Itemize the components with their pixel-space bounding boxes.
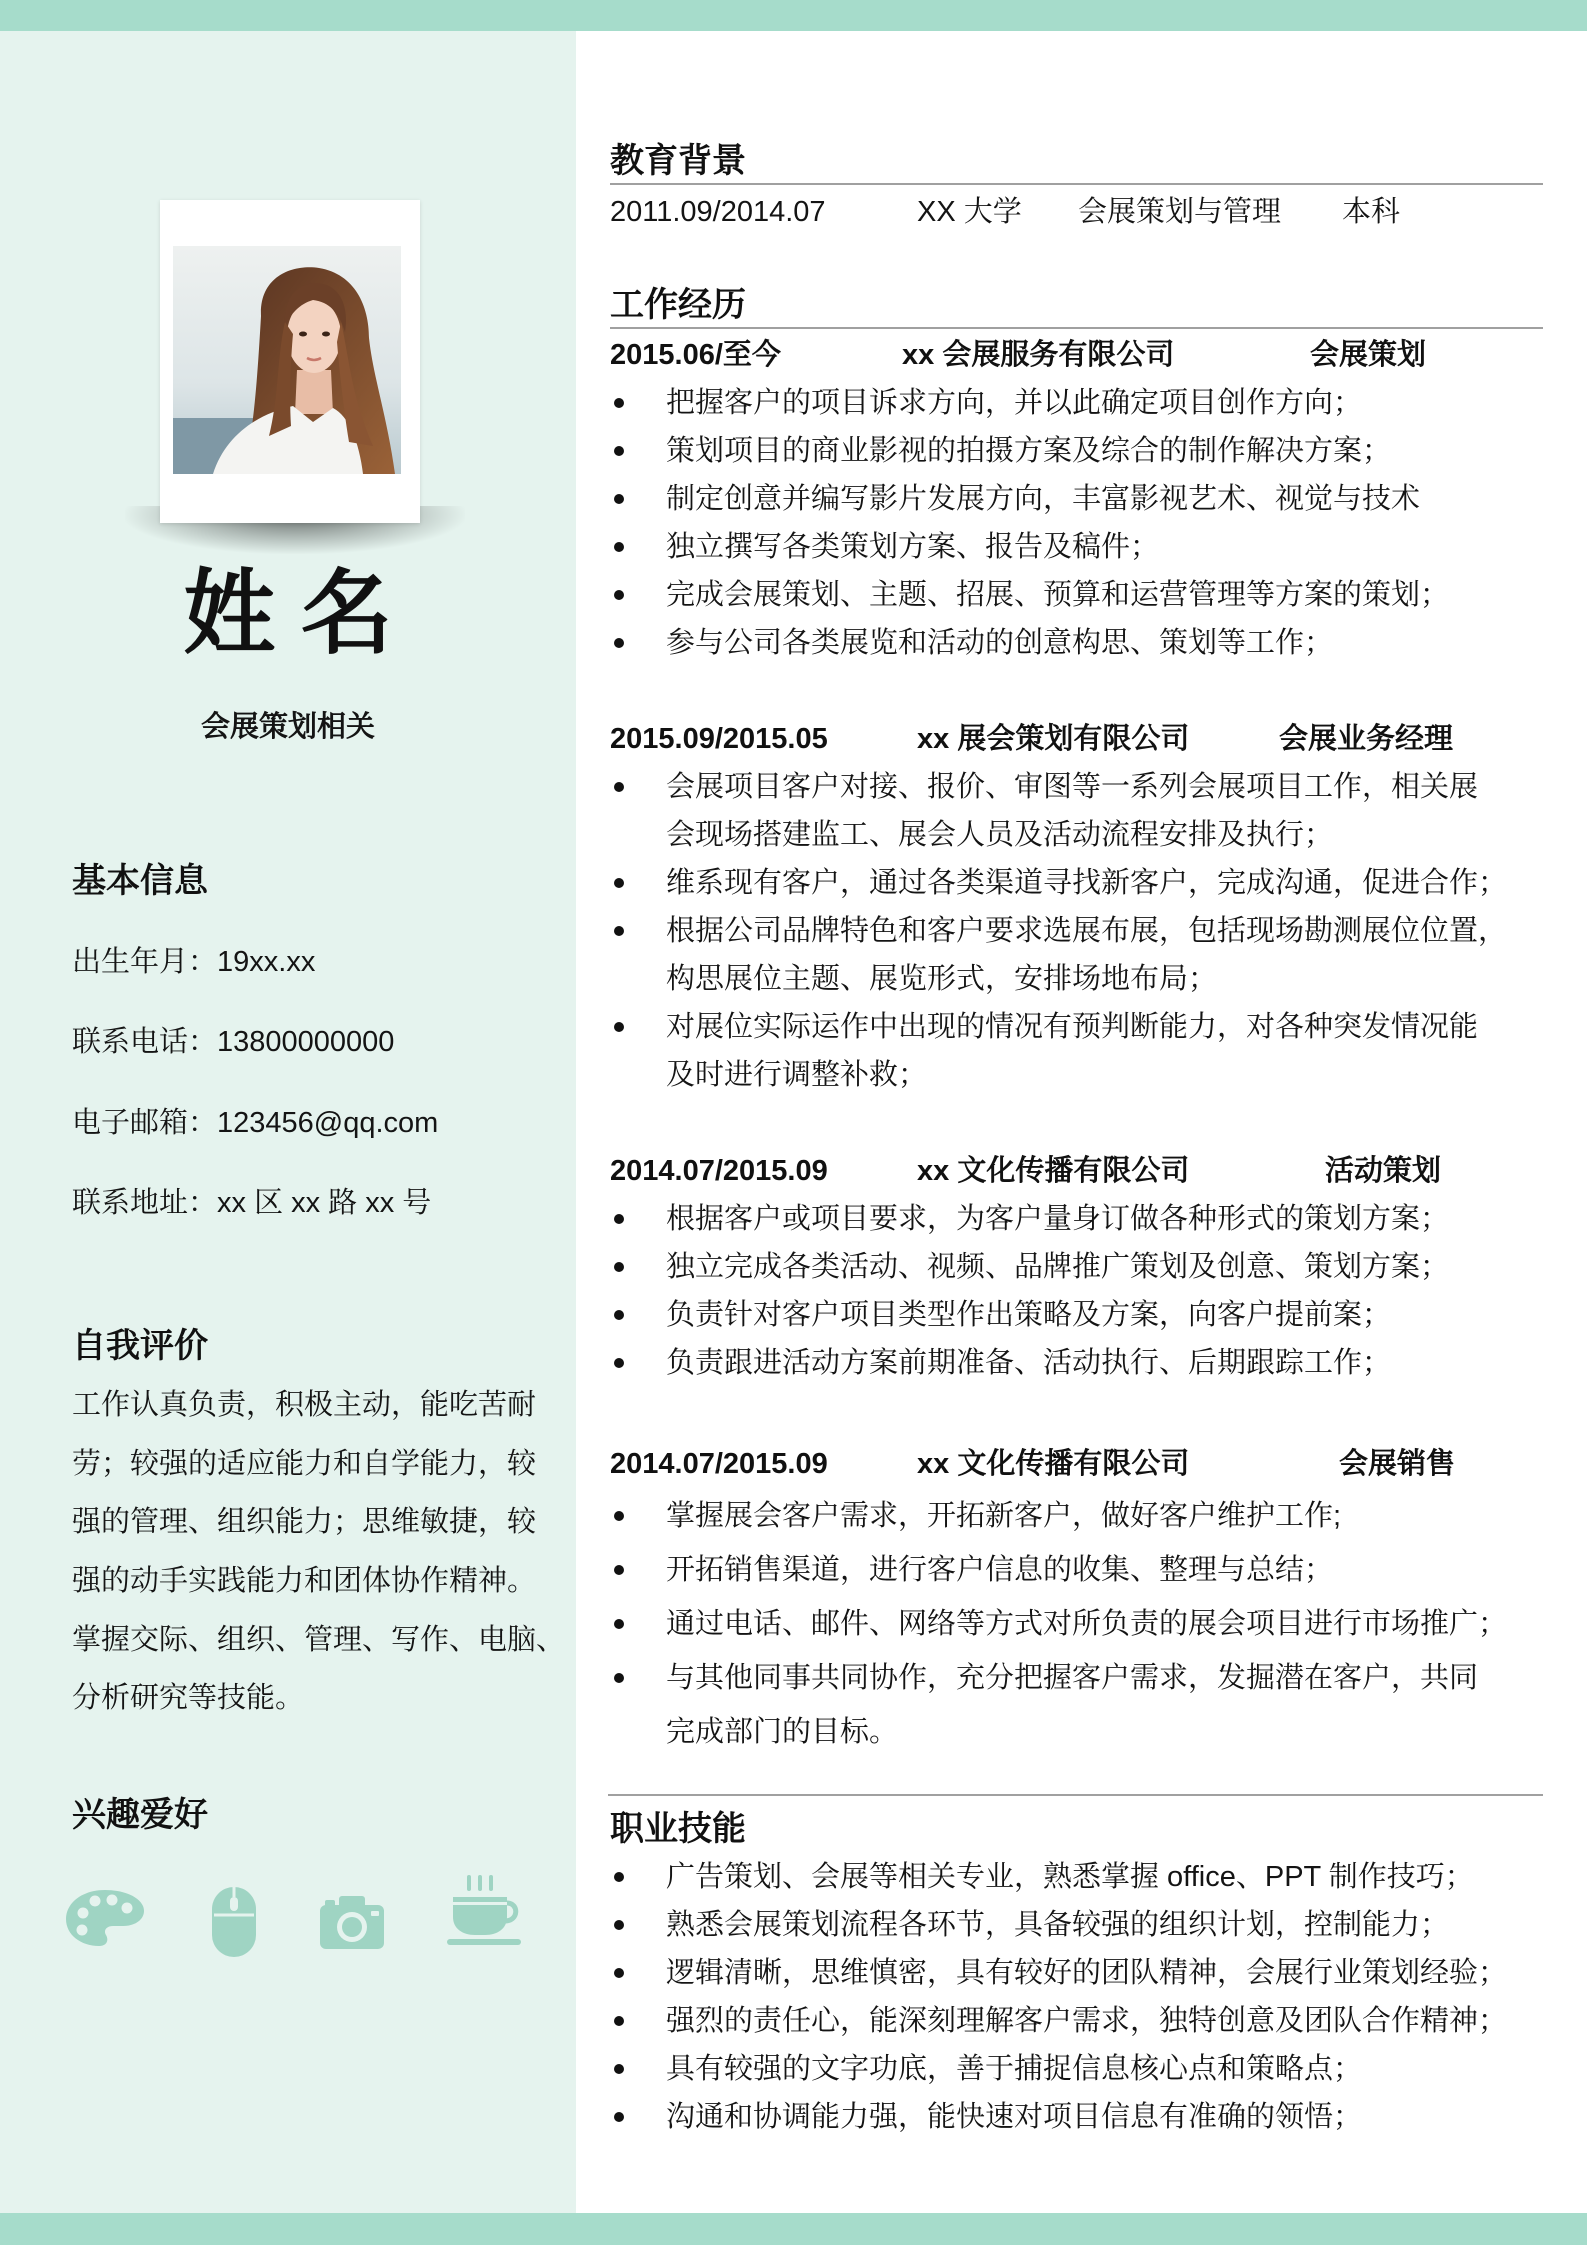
job-role: 会展业务经理 bbox=[1279, 723, 1454, 755]
job-period: 2014.07/2015.09 bbox=[610, 1448, 828, 1480]
job-period: 2015.06/至今 bbox=[610, 339, 781, 371]
skill-item bbox=[610, 1901, 1543, 1949]
job-period: 2015.09/2015.05 bbox=[610, 723, 828, 755]
duty-line: 会展项目客户对接、报价、审图等一系列会展项目工作，相关展 bbox=[666, 771, 1479, 803]
coffee-cup-icon bbox=[445, 1873, 523, 1948]
duty-line: 完成会展策划、主题、招展、预算和运营管理等方案的策划； bbox=[666, 579, 1450, 611]
company-name: xx 文化传播有限公司 bbox=[917, 1155, 1190, 1187]
duty-item bbox=[610, 1003, 1543, 1099]
job-entry bbox=[610, 1147, 1543, 1387]
duty-line: 开拓销售渠道，进行客户信息的收集、整理与总结； bbox=[666, 1554, 1334, 1586]
degree: 本科 bbox=[1342, 196, 1401, 228]
photo-frame bbox=[160, 200, 420, 523]
info-label: 出生年月： bbox=[72, 946, 218, 978]
info-row bbox=[72, 922, 562, 1002]
main-content bbox=[576, 0, 1587, 2245]
duty-line: 把握客户的项目诉求方向，并以此确定项目创作方向； bbox=[666, 387, 1363, 419]
info-value: 19xx.xx bbox=[217, 946, 316, 978]
duty-item bbox=[610, 859, 1543, 907]
info-label: 联系地址： bbox=[72, 1186, 218, 1219]
job-header bbox=[610, 715, 1543, 763]
duty-item bbox=[610, 1195, 1543, 1243]
duty-item bbox=[610, 379, 1543, 427]
skill-item bbox=[610, 2045, 1543, 2093]
bottom-accent-bar bbox=[0, 2213, 1587, 2245]
info-value: 123456@qq.com bbox=[217, 1106, 439, 1139]
skills-list bbox=[610, 1853, 1543, 2141]
skills-section bbox=[608, 1794, 1543, 2141]
self-evaluation-text bbox=[72, 1376, 566, 1728]
self-evaluation-line: 强的管理、组织能力；思维敏捷，较 bbox=[72, 1506, 537, 1539]
duty-item bbox=[610, 523, 1543, 571]
camera-icon bbox=[319, 1893, 385, 1950]
job-role: 会展策划 bbox=[1310, 339, 1427, 371]
self-evaluation-line: 分析研究等技能。 bbox=[72, 1682, 305, 1715]
skill-line: 广告策划、会展等相关专业，熟悉掌握 office、PPT 制作技巧； bbox=[666, 1861, 1474, 1893]
duty-item bbox=[610, 1651, 1543, 1759]
mouse-icon bbox=[210, 1885, 258, 1959]
duty-line: 策划项目的商业影视的拍摄方案及综合的制作解决方案； bbox=[666, 435, 1392, 467]
skills-heading: 职业技能 bbox=[610, 1810, 746, 1848]
job-role: 活动策划 bbox=[1325, 1155, 1442, 1187]
job-entry bbox=[610, 1439, 1543, 1759]
duty-item bbox=[610, 619, 1543, 667]
skill-line: 熟悉会展策划流程各环节，具备较强的组织计划，控制能力； bbox=[666, 1909, 1450, 1941]
duty-line: 参与公司各类展览和活动的创意构思、策划等工作； bbox=[666, 627, 1334, 659]
company-name: xx 文化传播有限公司 bbox=[917, 1448, 1190, 1480]
job-header bbox=[610, 1147, 1543, 1195]
self-evaluation-heading: 自我评价 bbox=[72, 1327, 208, 1365]
person-name: 姓 名 bbox=[183, 563, 393, 665]
hobby-icons bbox=[0, 1860, 576, 1970]
duty-item bbox=[610, 1291, 1543, 1339]
info-row bbox=[72, 1163, 562, 1243]
duty-item bbox=[610, 1339, 1543, 1387]
skill-item bbox=[610, 1853, 1543, 1901]
info-row bbox=[72, 1002, 562, 1082]
duty-item bbox=[610, 763, 1543, 859]
job-header bbox=[610, 331, 1543, 379]
duty-line: 及时进行调整补救； bbox=[666, 1059, 928, 1091]
job-role: 会展销售 bbox=[1339, 1448, 1456, 1480]
duty-line: 维系现有客户，通过各类渠道寻找新客户，完成沟通，促进合作； bbox=[666, 867, 1508, 899]
duty-item bbox=[610, 427, 1543, 475]
company-name: xx 会展服务有限公司 bbox=[902, 339, 1175, 371]
skill-item bbox=[610, 1997, 1543, 2045]
profile-photo bbox=[173, 246, 401, 474]
skill-line: 强烈的责任心，能深刻理解客户需求，独特创意及团队合作精神； bbox=[666, 2005, 1508, 2037]
duty-item bbox=[610, 1489, 1543, 1543]
job-entry bbox=[610, 331, 1543, 667]
duty-line: 会现场搭建监工、展会人员及活动流程安排及执行； bbox=[666, 819, 1334, 851]
info-value: 13800000000 bbox=[217, 1026, 395, 1059]
basic-info-list bbox=[72, 922, 562, 1243]
info-label: 电子邮箱： bbox=[72, 1106, 218, 1139]
desired-position: 会展策划相关 bbox=[200, 711, 375, 743]
education-entry bbox=[610, 188, 1543, 236]
skill-line: 具有较强的文字功底，善于捕捉信息核心点和策略点； bbox=[666, 2053, 1363, 2085]
duty-line: 独立撰写各类策划方案、报告及稿件； bbox=[666, 531, 1160, 563]
duty-line: 负责跟进活动方案前期准备、活动执行、后期跟踪工作； bbox=[666, 1347, 1392, 1379]
duty-item bbox=[610, 1243, 1543, 1291]
duty-item bbox=[610, 907, 1543, 1003]
info-value: xx 区 xx 路 xx 号 bbox=[217, 1186, 432, 1219]
palette-icon bbox=[64, 1888, 146, 1948]
info-row bbox=[72, 1083, 562, 1163]
duty-item bbox=[610, 1543, 1543, 1597]
job-header bbox=[610, 1439, 1543, 1489]
skill-line: 沟通和协调能力强，能快速对项目信息有准确的领悟； bbox=[666, 2101, 1363, 2133]
duty-line: 对展位实际运作中出现的情况有预判断能力，对各种突发情况能 bbox=[666, 1011, 1479, 1043]
sidebar bbox=[0, 0, 576, 2245]
major: 会展策划与管理 bbox=[1078, 196, 1282, 228]
duty-line: 根据客户或项目要求，为客户量身订做各种形式的策划方案； bbox=[666, 1203, 1450, 1235]
duty-line: 负责针对客户项目类型作出策略及方案，向客户提前案； bbox=[666, 1299, 1392, 1331]
basic-info-heading: 基本信息 bbox=[72, 862, 208, 900]
education-period: 2011.09/2014.07 bbox=[610, 196, 826, 228]
skill-line: 逻辑清晰，思维慎密，具有较好的团队精神，会展行业策划经验； bbox=[666, 1957, 1508, 1989]
self-evaluation-line: 强的动手实践能力和团体协作精神。 bbox=[72, 1565, 537, 1598]
duty-item bbox=[610, 1597, 1543, 1651]
hobbies-heading: 兴趣爱好 bbox=[72, 1796, 208, 1834]
work-experience-heading: 工作经历 bbox=[610, 283, 1543, 329]
job-period: 2014.07/2015.09 bbox=[610, 1155, 828, 1187]
skill-item bbox=[610, 1949, 1543, 1997]
duty-line: 制定创意并编写影片发展方向，丰富影视艺术、视觉与技术 bbox=[666, 483, 1421, 515]
self-evaluation-line: 工作认真负责，积极主动，能吃苦耐 bbox=[72, 1389, 537, 1421]
company-name: xx 展会策划有限公司 bbox=[917, 723, 1190, 755]
self-evaluation-line: 掌握交际、组织、管理、写作、电脑、 bbox=[72, 1623, 566, 1656]
self-evaluation-line: 劳；较强的适应能力和自学能力，较 bbox=[72, 1447, 537, 1480]
duty-line: 构思展位主题、展览形式，安排场地布局； bbox=[666, 963, 1218, 995]
duty-line: 通过电话、邮件、网络等方式对所负责的展会项目进行市场推广； bbox=[666, 1608, 1508, 1640]
duty-line: 与其他同事共同协作，充分把握客户需求，发掘潜在客户，共同 bbox=[666, 1662, 1479, 1694]
job-entry bbox=[610, 715, 1543, 1099]
top-accent-bar bbox=[0, 0, 1587, 31]
info-label: 联系电话： bbox=[72, 1026, 218, 1059]
duty-item bbox=[610, 571, 1543, 619]
duty-line: 完成部门的目标。 bbox=[666, 1716, 899, 1748]
school-name: XX 大学 bbox=[917, 196, 1022, 228]
duty-line: 掌握展会客户需求，开拓新客户，做好客户维护工作; bbox=[666, 1500, 1342, 1532]
duty-line: 根据公司品牌特色和客户要求选展布展，包括现场勘测展位位置， bbox=[666, 915, 1508, 947]
duty-item bbox=[610, 475, 1543, 523]
duty-line: 独立完成各类活动、视频、品牌推广策划及创意、策划方案； bbox=[666, 1251, 1450, 1283]
skill-item bbox=[610, 2093, 1543, 2141]
education-heading: 教育背景 bbox=[610, 139, 1543, 185]
